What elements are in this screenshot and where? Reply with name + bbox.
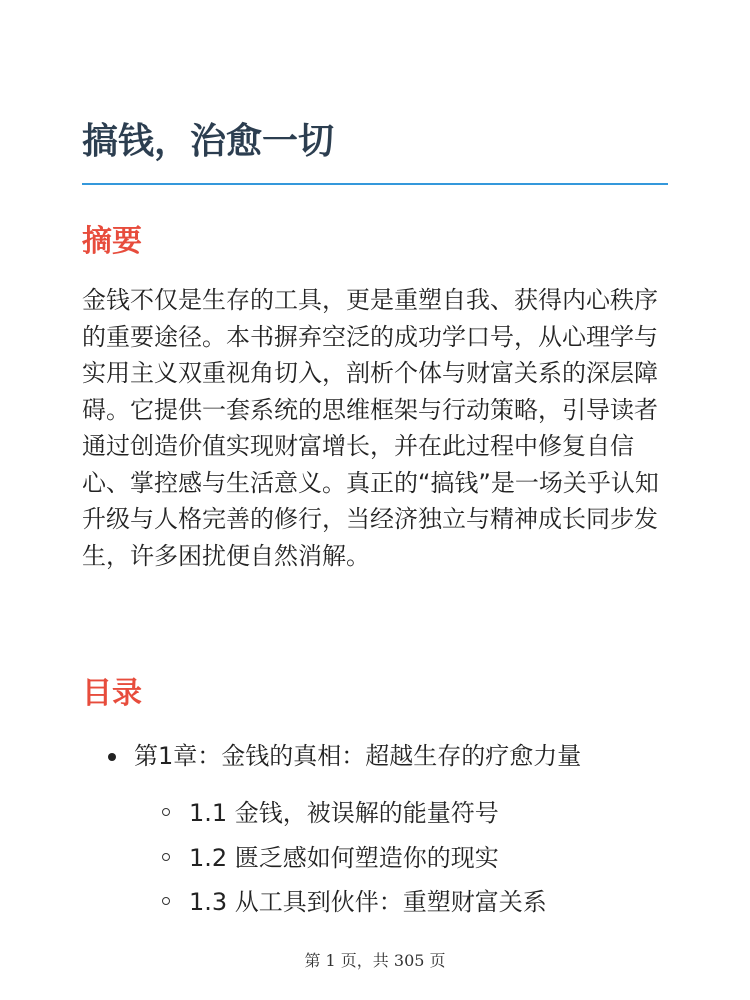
bullet-circle-icon: [162, 808, 170, 816]
toc-chapter-item[interactable]: [112, 736, 581, 776]
toc-subitem[interactable]: [162, 793, 499, 833]
toc-subitem-label: 1.1 金钱，被误解的能量符号: [189, 799, 499, 827]
toc-subitem[interactable]: [162, 882, 547, 922]
page-indicator: 第 1 页，共 305 页: [304, 951, 446, 970]
toc-chapter-label: 第1章：金钱的真相：超越生存的疗愈力量: [134, 742, 582, 770]
toc-subitem-label: 1.2 匮乏感如何塑造你的现实: [189, 844, 499, 872]
toc-subitem[interactable]: [162, 838, 499, 878]
bullet-circle-icon: [162, 853, 170, 861]
abstract-paragraph: 金钱不仅是生存的工具，更是重塑自我、获得内心秩序的重要途径。本书摒弃空泛的成功学口号，从心理学与实用主义双重视角切入，剖析个体与财富关系的深层障碍。它提供一套系统的思维框架与行动策略，引导读者通过创造价值实现财富增长，并在此过程中修复自信心、掌控感与生活意义。真正的“搞钱”是一场关乎认知升级与人格完善的修行，当经济独立与精神成长同步发生，许多困扰便自然消解。: [82, 286, 659, 570]
title-underline: [82, 183, 668, 185]
toc-subitem-label: 1.3 从工具到伙伴：重塑财富关系: [189, 888, 547, 916]
abstract-heading: 摘要: [82, 224, 142, 259]
document-title: 搞钱，治愈一切: [82, 121, 335, 162]
toc-heading: 目录: [82, 676, 142, 711]
bullet-disc-icon: [108, 753, 116, 761]
bullet-circle-icon: [162, 897, 170, 905]
